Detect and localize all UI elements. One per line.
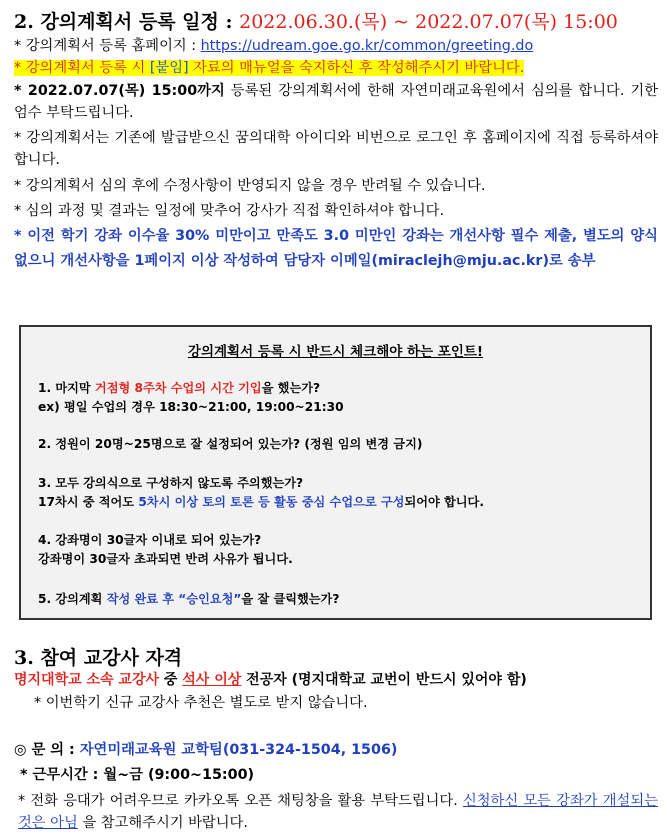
item5-b: 을 잘 클릭했는가? — [241, 592, 340, 606]
item1-a: 1. 마지막 — [38, 381, 95, 395]
work-hours: * 근무시간 : 월~금 (9:00~15:00) — [20, 767, 255, 783]
qualification-red-1: 명지대학교 소속 교강사 — [14, 672, 159, 688]
contact-label: ◎ 문 의 : — [14, 742, 80, 758]
checklist-item-4-detail: 강좌명이 30글자 초과되면 반려 사유가 됩니다. — [38, 552, 293, 566]
homepage-label: * 강의계획서 등록 홈페이지 : — [14, 38, 201, 54]
qualification-rest: 전공자 (명지대학교 교번이 반드시 있어야 함) — [241, 672, 527, 688]
phone-notice-b: 을 참고해주시기 바랍니다. — [77, 815, 248, 831]
phone-notice-underlined: 신청하신 모든 강좌가 개설되는 것은 아님 — [18, 793, 658, 831]
checklist-item-3: 3. 모두 강의식으로 구성하지 않도록 주의했는가? — [38, 476, 304, 490]
section2-colon: : — [218, 11, 240, 33]
deadline-bold: * 2022.07.07(목) 15:00까지 — [14, 83, 225, 99]
item3-b-blue: 5차시 이상 토의 토론 등 활동 중심 수업으로 구성 — [138, 495, 405, 509]
qualification-line — [14, 669, 658, 691]
section3-title: 3. 참여 교강사 자격 — [14, 647, 183, 669]
homepage-line — [14, 35, 658, 57]
manual-suffix: 자료의 매뉴얼을 숙지하신 후 작성해주시기 바랍니다. — [188, 60, 525, 76]
deadline-notice — [14, 80, 658, 124]
manual-prefix: * 강의계획서 등록 시 — [14, 60, 150, 76]
item5-blue: 작성 완료 후 “승인요청” — [106, 592, 242, 606]
manual-tag: [붙임] — [149, 60, 189, 76]
item1-b: 을 했는가? — [261, 381, 321, 395]
phone-notice — [18, 790, 658, 834]
review-notice: * 심의 과정 및 결과는 일정에 맞추어 강사가 직접 확인하셔야 합니다. — [14, 203, 445, 219]
contact-value: 자연미래교육원 교학팀(031-324-1504, 1506) — [79, 742, 398, 758]
section2-title-line — [14, 7, 618, 34]
checklist-item-2: 2. 정원이 20명~25명으로 잘 설정되어 있는가? (정원 임의 변경 금지) — [38, 437, 423, 451]
qualification-red-2: 석사 이상 — [182, 672, 242, 688]
checklist-title: 강의계획서 등록 시 반드시 체크해야 하는 포인트! — [187, 344, 484, 360]
checklist-item-5 — [38, 590, 339, 608]
manual-highlight — [14, 60, 524, 76]
deadline-rest: 등록된 강의계획서에 한해 자연미래교육원에서 심의를 합니다. 기한 엄수 부탁드립니다. — [14, 83, 659, 121]
checklist-item-3-detail — [38, 493, 484, 511]
checklist-item-1 — [38, 379, 320, 397]
reject-notice: * 강의계획서 심의 후에 수정사항이 반영되지 않을 경우 반려될 수 있습니다. — [14, 178, 486, 194]
section2-period: 2022.06.30.(목) ~ 2022.07.07(목) 15:00 — [239, 11, 618, 33]
manual-line — [14, 57, 658, 79]
section2-title: 2. 강의계획서 등록 일정 — [14, 11, 219, 33]
checklist-item-1-example: ex) 평일 수업의 경우 18:30~21:00, 19:00~21:30 — [38, 400, 344, 414]
item5-a: 5. 강의계획 — [38, 592, 107, 606]
login-notice: * 강의계획서는 기존에 발급받으신 꿈의대학 아이디와 비번으로 로그인 후 홈페이지에 직접 등록하셔야 합니다. — [14, 130, 658, 168]
new-instructor-note: * 이번학기 신규 교강사 추천은 별도로 받지 않습니다. — [34, 695, 368, 711]
improve-notice: * 이전 학기 강좌 이수율 30% 미만이고 만족도 3.0 미만인 강좌는 개선사항 필수 제출, 별도의 양식 없으니 개선사항을 1페이지 이상 작성하여 담당자 이메일(miraclejh@mju.ac.kr)로 송부 — [14, 228, 658, 269]
checklist-item-4: 4. 강좌명이 30글자 이내로 되어 있는가? — [38, 533, 262, 547]
qualification-mid: 중 — [159, 672, 183, 688]
item3-b-c: 되어야 합니다. — [404, 495, 484, 509]
item3-b-a: 17차시 중 적어도 — [38, 495, 139, 509]
item1-red: 거점형 8주차 수업의 시간 기입 — [94, 381, 262, 395]
homepage-link[interactable]: https://udream.goe.go.kr/common/greeting.do — [200, 38, 534, 54]
contact-line — [14, 739, 658, 761]
phone-notice-a: * 전화 응대가 어려우므로 카카오톡 오픈 채팅창을 활용 부탁드립니다. — [18, 793, 463, 809]
checklist-box — [19, 325, 652, 620]
